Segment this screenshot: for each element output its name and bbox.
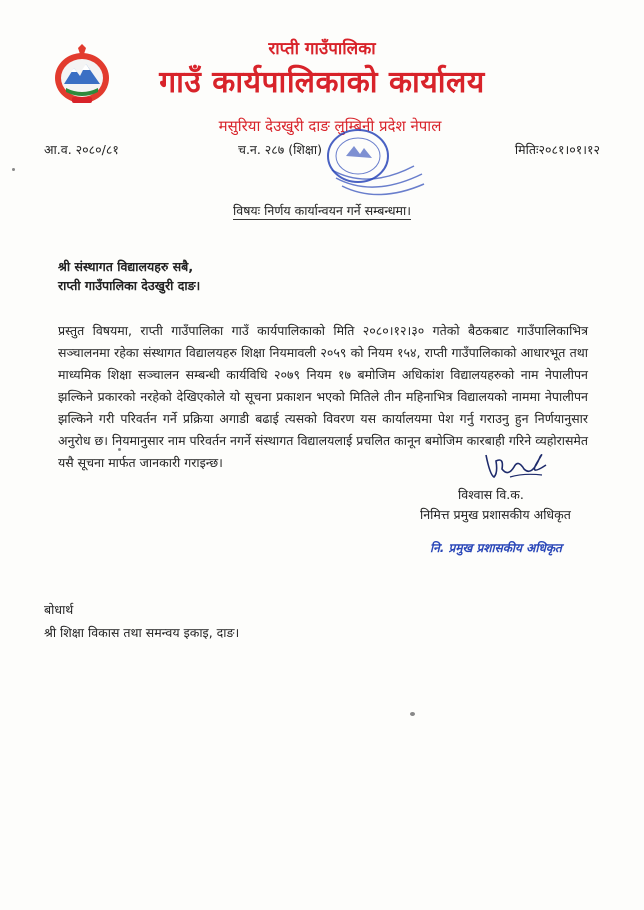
letter-date: मितिः२०८१।०१।१२ — [514, 142, 600, 157]
cc-label: बोधार्थ — [44, 602, 74, 617]
handwritten-signature — [480, 447, 550, 485]
scan-speck — [410, 712, 415, 716]
fiscal-year: आ.व. २०८०/८१ — [44, 142, 119, 157]
header-municipality: राप्ती गाउँपालिका — [268, 39, 376, 59]
header-address: मसुरिया देउखुरी दाङ लुम्बिनी प्रदेश नेपाल — [218, 117, 442, 135]
letter-subject: विषयः निर्णय कार्यान्वयन गर्ने सम्बन्धमा। — [233, 203, 411, 218]
reference-number: च.न. २८७ (शिक्षा) — [238, 142, 322, 157]
addressee-line-2: राप्ती गाउँपालिका देउखुरी दाङ। — [58, 278, 201, 293]
scan-speck — [12, 168, 15, 171]
letter-body: प्रस्तुत विषयमा, राप्ती गाउँपालिका गाउँ कार्यपालिकाको मिति २०८०।१२।३० गतेको बैठकबाट गाउँपालिकाभित्र सञ्चालनमा रहेका संस्थागत विद्यालयहरु शिक्षा नियमावली २०५९ को नियम १५४, राप्ती गाउँपालिकाको आधारभूत तथा माध्यमिक शिक्षा सञ्चालन सम्बन्धी कार्यविधि २०७९ नियम १७ बमोजिम अधिकांश विद्यालयहरुको नाम नेपालीपन झल्किने प्रकारको नरहेको देखिएकोले यो सूचना प्रकाशन भएको मितिले तीन महिनाभित्र विद्यालयको नाममा नेपालीपन झल्किने गरी परिवर्तन गर्ने प्रक्रिया अगाडी बढाई त्यसको विवरण यस कार्यालयमा पेश गर्नु गराउनु हुन निर्णयानुसार अनुरोध छ। नियमानुसार नाम परिवर्तन नगर्ने संस्थागत विद्यालयलाई प्रचलित कानून बमोजिम कारबाही गरिने व्यहोरासमेत यसै सूचना मार्फत जानकारी गराइन्छ। — [58, 323, 588, 470]
signer-name: विश्वास वि.क. — [458, 487, 524, 502]
office-stamp — [318, 126, 428, 202]
scan-speck — [118, 448, 121, 451]
signer-title: निमित्त प्रमुख प्रशासकीय अधिकृत — [420, 507, 571, 522]
addressee-line-1: श्री संस्थागत विद्यालयहरु सबै, — [58, 259, 194, 274]
header-office-title: गाउँ कार्यपालिकाको कार्यालय — [159, 65, 485, 100]
designation-stamp: नि. प्रमुख प्रशासकीय अधिकृत — [430, 541, 562, 555]
cc-recipient: श्री शिक्षा विकास तथा समन्वय इकाइ, दाङ। — [44, 625, 240, 640]
